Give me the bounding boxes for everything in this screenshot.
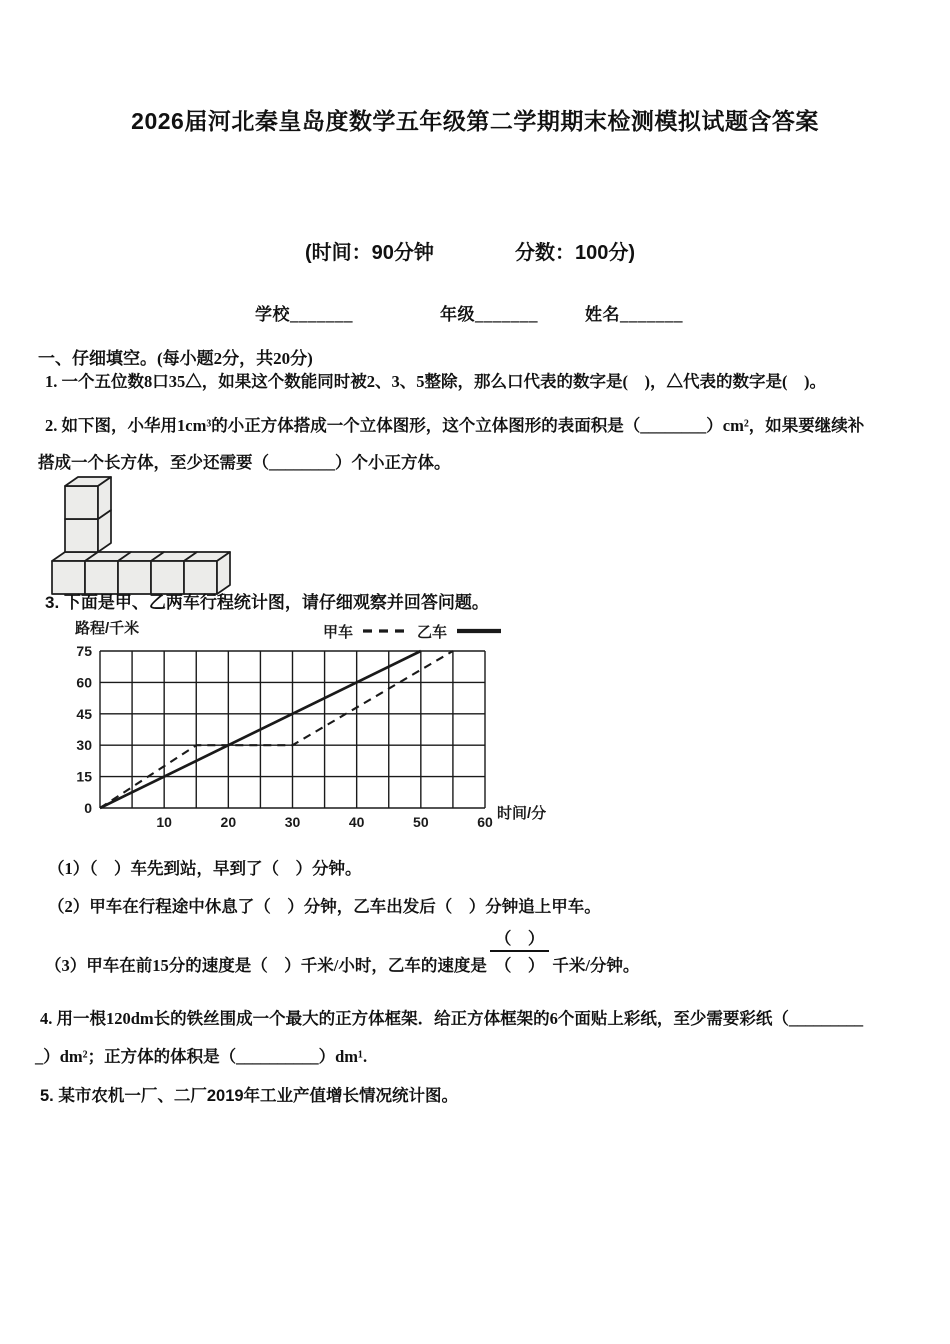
cubes-figure xyxy=(48,474,238,598)
sub-3-prefix: （3）甲车在前15分的速度是（ ）千米/小时，乙车的速度是 xyxy=(45,956,487,975)
series-line-dashed xyxy=(100,651,453,808)
y-tick-label: 15 xyxy=(76,768,92,785)
y-tick-label: 60 xyxy=(76,674,92,691)
x-tick-label: 50 xyxy=(413,814,429,830)
question-3-sub-2: （2）甲车在行程途中休息了（ ）分钟，乙车出发后（ ）分钟追上甲车。 xyxy=(48,897,601,916)
section-1-heading: 一、仔细填空。(每小题2分，共20分) xyxy=(38,349,313,368)
y-tick-label: 0 xyxy=(84,800,92,816)
y-tick-label: 30 xyxy=(76,737,92,754)
page-title: 2026届河北秦皇岛度数学五年级第二学期期末检测模拟试题含答案 xyxy=(131,108,819,134)
time-limit-label: (时间：90分钟 xyxy=(305,242,434,264)
y-tick-label: 45 xyxy=(76,705,92,722)
x-tick-label: 10 xyxy=(156,814,172,830)
x-tick-label: 20 xyxy=(220,814,237,830)
question-3-sub-3 xyxy=(45,929,640,976)
fraction-blank xyxy=(490,929,550,976)
legend-label-solid: 乙车 xyxy=(417,624,448,641)
x-tick-label: 40 xyxy=(348,814,365,830)
y-axis-label: 路程/千米 xyxy=(75,620,140,637)
legend-label-dashed: 甲车 xyxy=(323,624,354,641)
school-blank: 学校_______ xyxy=(255,305,353,324)
question-4-line-2: _）dm²；正方体的体积是（__________）dm¹. xyxy=(35,1047,368,1066)
question-2-line-2: 搭成一个长方体，至少还需要（________）个小正方体。 xyxy=(38,453,451,472)
question-2-line-1: 2. 如下图，小华用1cm³的小正方体搭成一个立体图形，这个立体图形的表面积是（________）cm²，如果要继续补 xyxy=(45,416,865,435)
question-1: 1. 一个五位数8口35△，如果这个数能同时被2、3、5整除，那么口代表的数字是( )，△代表的数字是( )。 xyxy=(45,372,826,391)
x-axis-label: 时间/分 xyxy=(497,805,547,822)
x-tick-label: 30 xyxy=(284,814,301,830)
total-score-label: 分数：100分) xyxy=(515,242,636,264)
question-5: 5. 某市农机一厂、二厂2019年工业产值增长情况统计图。 xyxy=(40,1087,459,1105)
question-4-line-1: 4. 用一根120dm长的铁丝围成一个最大的正方体框架．给正方体框架的6个面贴上彩纸，至少需要彩纸（_________ xyxy=(40,1009,864,1028)
question-3-sub-1: （1）（ ）车先到站，早到了（ ）分钟。 xyxy=(48,859,362,878)
question-3: 3. 下面是甲、乙两车行程统计图，请仔细观察并回答问题。 xyxy=(45,593,489,612)
name-blank: 姓名_______ xyxy=(585,305,683,324)
fraction-numerator-blank: （ ） xyxy=(494,929,545,948)
y-tick-label: 75 xyxy=(76,643,92,659)
travel-line-chart xyxy=(55,618,560,840)
sub-3-suffix: 千米/分钟。 xyxy=(552,956,640,975)
fraction-denominator-blank: （ ） xyxy=(490,950,550,976)
x-tick-label: 60 xyxy=(477,814,493,830)
grade-blank: 年级_______ xyxy=(440,305,538,324)
